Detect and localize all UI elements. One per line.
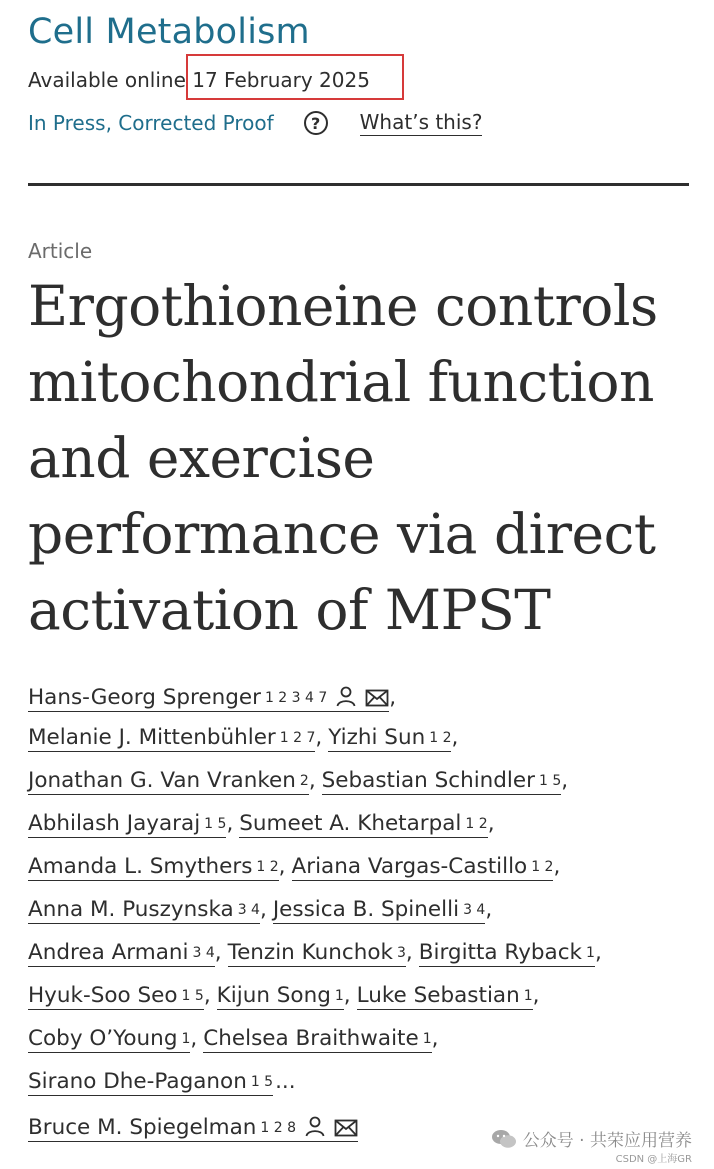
- title-line: Ergothioneine controls: [28, 274, 658, 338]
- author-link[interactable]: [28, 1112, 358, 1142]
- author-link[interactable]: [28, 1027, 190, 1053]
- separator: ,: [431, 1026, 439, 1051]
- envelope-icon[interactable]: [334, 1119, 358, 1137]
- author-name: Sebastian Schindler: [321, 768, 535, 793]
- author-name: Kijun Song: [216, 983, 331, 1008]
- separator: ,: [561, 768, 569, 793]
- affiliation-marks: 1 5: [250, 1074, 274, 1090]
- affiliation-marks: 1 2 8: [260, 1120, 297, 1136]
- affiliation-marks: 1 2: [256, 859, 279, 875]
- title-line: and exercise: [28, 426, 375, 490]
- date-highlight-box: [186, 54, 404, 100]
- author-link[interactable]: [322, 769, 562, 795]
- envelope-icon[interactable]: [365, 689, 389, 707]
- author-link[interactable]: [28, 1070, 273, 1096]
- status-in-press: In Press, Corrected Proof: [28, 111, 274, 135]
- author-name: Ariana Vargas-Castillo: [291, 854, 528, 879]
- author-link[interactable]: [419, 941, 595, 967]
- author-name: Amanda L. Smythers: [28, 854, 253, 879]
- author-line: [28, 1069, 708, 1112]
- author-link[interactable]: [28, 769, 309, 795]
- author-name: Coby O’Young: [28, 1026, 178, 1051]
- affiliation-marks: 1 2: [465, 816, 488, 832]
- separator: ,: [487, 811, 495, 836]
- author-name: Tenzin Kunchok: [227, 940, 393, 965]
- author-name: Abhilash Jayaraj: [28, 811, 201, 836]
- author-name: Yizhi Sun: [328, 725, 426, 750]
- affiliation-marks: 1 5: [538, 773, 562, 789]
- journal-title[interactable]: Cell Metabolism: [28, 12, 310, 52]
- affiliation-marks: 1: [181, 1031, 191, 1047]
- watermark-text: 公众号 · 共荣应用营养: [522, 1131, 692, 1151]
- author-name: Birgitta Ryback: [418, 940, 583, 965]
- title-line: performance via direct: [28, 502, 656, 566]
- affiliation-marks: 1 2 7: [279, 730, 316, 746]
- author-line: [28, 983, 708, 1026]
- affiliation-marks: 3 4: [463, 902, 486, 918]
- person-icon: [335, 685, 357, 707]
- csdn-watermark: CSDN @上海GR: [615, 1154, 692, 1165]
- author-name: Anna M. Puszynska: [28, 897, 234, 922]
- affiliation-marks: 1: [523, 988, 533, 1004]
- author-link[interactable]: [28, 941, 215, 967]
- author-link[interactable]: [239, 812, 487, 838]
- separator: ,: [203, 983, 211, 1008]
- wechat-watermark: [491, 1126, 692, 1151]
- available-date: 17 February 2025: [192, 68, 370, 92]
- separator: ,: [214, 940, 222, 965]
- separator: ,: [259, 897, 267, 922]
- author-line: [28, 682, 708, 725]
- author-name: Andrea Armani: [28, 940, 189, 965]
- affiliation-marks: 1: [422, 1031, 432, 1047]
- affiliation-marks: 3 4: [192, 945, 215, 961]
- affiliation-marks: 1: [334, 988, 344, 1004]
- author-link[interactable]: [217, 984, 344, 1010]
- author-name: Melanie J. Mittenbühler: [28, 725, 276, 750]
- separator: ,: [190, 1026, 198, 1051]
- wechat-icon: [491, 1129, 517, 1149]
- affiliation-marks: 2: [299, 773, 309, 789]
- author-link[interactable]: [28, 726, 315, 752]
- author-name: Bruce M. Spiegelman: [28, 1115, 257, 1140]
- author-link[interactable]: [28, 682, 389, 712]
- article-type: Article: [28, 239, 93, 263]
- author-line: [28, 854, 708, 897]
- author-link[interactable]: [28, 855, 279, 881]
- availability-line: [28, 68, 370, 92]
- author-link[interactable]: [273, 898, 486, 924]
- affiliation-marks: 1 5: [181, 988, 204, 1004]
- author-link[interactable]: [28, 984, 204, 1010]
- author-link[interactable]: [328, 726, 451, 752]
- show-more-authors[interactable]: ...: [275, 1069, 296, 1094]
- author-name: Sirano Dhe-Paganon: [28, 1069, 247, 1094]
- author-name: Hans-Georg Sprenger: [28, 685, 261, 710]
- separator: ,: [405, 940, 413, 965]
- separator: ,: [226, 811, 234, 836]
- author-link[interactable]: [28, 898, 260, 924]
- author-line: [28, 897, 708, 940]
- separator: ,: [451, 725, 459, 750]
- author-link[interactable]: [357, 984, 533, 1010]
- separator: ,: [594, 940, 602, 965]
- affiliation-marks: 3 4: [237, 902, 260, 918]
- author-name: Hyuk-Soo Seo: [28, 983, 178, 1008]
- separator: ,: [389, 685, 397, 710]
- author-line: [28, 1026, 708, 1069]
- author-list: [28, 682, 708, 1155]
- author-name: Jonathan G. Van Vranken: [28, 768, 296, 793]
- separator: ,: [343, 983, 351, 1008]
- author-link[interactable]: [292, 855, 554, 881]
- author-line: [28, 940, 708, 983]
- separator: ,: [308, 768, 316, 793]
- affiliation-marks: 1 2 3 4 7: [264, 690, 328, 706]
- author-link[interactable]: [228, 941, 406, 967]
- affiliation-marks: 1 2: [429, 730, 452, 746]
- affiliation-marks: 1 5: [204, 816, 227, 832]
- author-name: Sumeet A. Khetarpal: [239, 811, 462, 836]
- title-line: mitochondrial function: [28, 350, 654, 414]
- whats-this-link[interactable]: What’s this?: [359, 110, 483, 134]
- title-line: activation of MPST: [28, 578, 551, 642]
- separator: ,: [485, 897, 493, 922]
- person-icon: [304, 1115, 326, 1137]
- author-link[interactable]: [28, 812, 226, 838]
- separator: ,: [315, 725, 323, 750]
- author-name: Luke Sebastian: [356, 983, 520, 1008]
- author-name: Chelsea Braithwaite: [203, 1026, 419, 1051]
- author-line: [28, 811, 708, 854]
- available-prefix: Available online: [28, 68, 186, 92]
- article-title: [28, 268, 698, 648]
- question-circle-icon[interactable]: ?: [304, 111, 328, 135]
- header-divider: [28, 183, 689, 186]
- separator: ,: [278, 854, 286, 879]
- separator: ,: [553, 854, 561, 879]
- author-name: Jessica B. Spinelli: [272, 897, 460, 922]
- author-line: [28, 768, 708, 811]
- separator: ,: [532, 983, 540, 1008]
- affiliation-marks: 1: [586, 945, 595, 961]
- affiliation-marks: 1 2: [531, 859, 554, 875]
- status-row: [28, 108, 482, 138]
- author-link[interactable]: [203, 1027, 431, 1053]
- author-line: [28, 725, 708, 768]
- affiliation-marks: 3: [396, 945, 406, 961]
